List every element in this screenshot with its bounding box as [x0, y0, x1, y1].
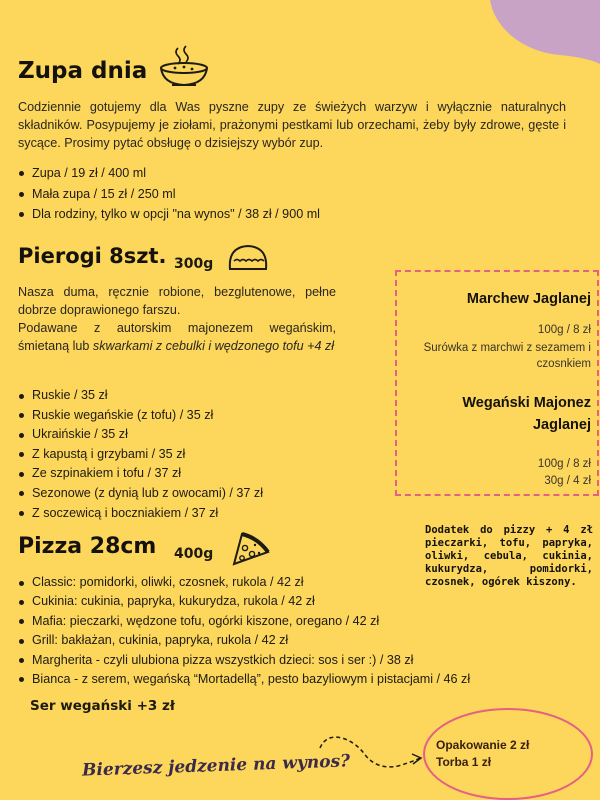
- pierogi-description-line2: Podawane z autorskim majonezem wegańskim, śmietaną lub: [18, 321, 336, 353]
- decorative-blob: [470, 0, 600, 100]
- list-item: Z soczewicą i boczniakiem / 37 zł: [18, 504, 263, 524]
- list-item: Mafia: pieczarki, wędzone tofu, ogórki kiszone, oregano / 42 zł: [18, 612, 470, 631]
- side-item-title: Marchew Jaglanej: [466, 291, 591, 307]
- packaging-price: Opakowanie 2 zł: [436, 738, 530, 752]
- bag-price: Torba 1 zł: [436, 755, 492, 769]
- list-item: Grill: bakłażan, cukinia, papryka, rukola / 42 zł: [18, 631, 470, 650]
- list-item: Zupa / 19 zł / 400 ml: [18, 163, 320, 184]
- pierogi-description: [18, 283, 336, 355]
- takeaway-prices: [436, 737, 529, 771]
- list-item: Sezonowe (z dynią lub z owocami) / 37 zł: [18, 484, 263, 504]
- pizza-weight: 400g: [174, 546, 214, 562]
- dashed-arrow-icon: [316, 728, 426, 774]
- pizza-addon-note: Dodatek do pizzy + 4 zł pieczarki, tofu, papryka, oliwki, cebula, cukinia, kukurydza, pomidorki, czosnek, ogórek kiszony.: [425, 524, 593, 588]
- takeaway-question: Bierzesz jedzenie na wynos?: [81, 751, 351, 781]
- pierogi-title: Pierogi 8szt.: [18, 244, 167, 268]
- side-item-price: 100g / 8 zł: [537, 458, 591, 470]
- list-item: Mała zupa / 15 zł / 250 ml: [18, 184, 320, 205]
- soup-list: [18, 163, 320, 225]
- list-item: Ruskie / 35 zł: [18, 386, 263, 406]
- list-item: Margherita - czyli ulubiona pizza wszystkich dzieci: sos i ser :) / 38 zł: [18, 651, 470, 670]
- list-item: Bianca - z serem, wegańską “Mortadellą”, pesto bazyliowym i pistacjami / 46 zł: [18, 670, 470, 689]
- list-item: Z kapustą i grzybami / 35 zł: [18, 445, 263, 465]
- side-item-price: 30g / 4 zł: [544, 475, 591, 487]
- list-item: Ruskie wegańskie (z tofu) / 35 zł: [18, 406, 263, 426]
- pierogi-list: [18, 386, 263, 523]
- pierogi-description-italic: skwarkami z cebulki i wędzonego tofu +4 zł: [92, 339, 335, 353]
- dumpling-icon: [226, 243, 270, 273]
- side-item-description: Surówka z marchwi z sezamem i czosnkiem: [423, 342, 591, 370]
- side-item-title: Wegański Majonez Jaglanej: [462, 395, 591, 433]
- side-item-price: 100g / 8 zł: [537, 324, 591, 336]
- side-dishes-box: [395, 270, 599, 496]
- list-item: Ukraińskie / 35 zł: [18, 425, 263, 445]
- vegan-cheese-addon: Ser wegański +3 zł: [30, 698, 175, 714]
- pizza-list: [18, 573, 470, 689]
- soup-bowl-icon: [158, 44, 210, 88]
- soup-title: Zupa dnia: [18, 58, 148, 84]
- soup-description: Codziennie gotujemy dla Was pyszne zupy ze świeżych warzyw i wyłącznie naturalnych składników. Posypujemy je ziołami, prażonymi pestkami lub orzechami, żeby były zdrowe, gęste i sycące. Prosimy pytać obsługę o dzisiejszy wybór zup.: [18, 100, 566, 150]
- list-item: Cukinia: cukinia, papryka, kukurydza, rukola / 42 zł: [18, 592, 470, 611]
- pierogi-weight: 300g: [174, 256, 214, 272]
- list-item: Dla rodziny, tylko w opcji "na wynos" / 38 zł / 900 ml: [18, 204, 320, 225]
- pierogi-description-line1: Nasza duma, ręcznie robione, bezglutenowe, pełne dobrze doprawionego farszu.: [18, 285, 336, 317]
- list-item: Classic: pomidorki, oliwki, czosnek, rukola / 42 zł: [18, 573, 470, 592]
- pizza-slice-icon: [228, 530, 272, 568]
- pizza-title: Pizza 28cm: [18, 534, 157, 559]
- list-item: Ze szpinakiem i tofu / 37 zł: [18, 464, 263, 484]
